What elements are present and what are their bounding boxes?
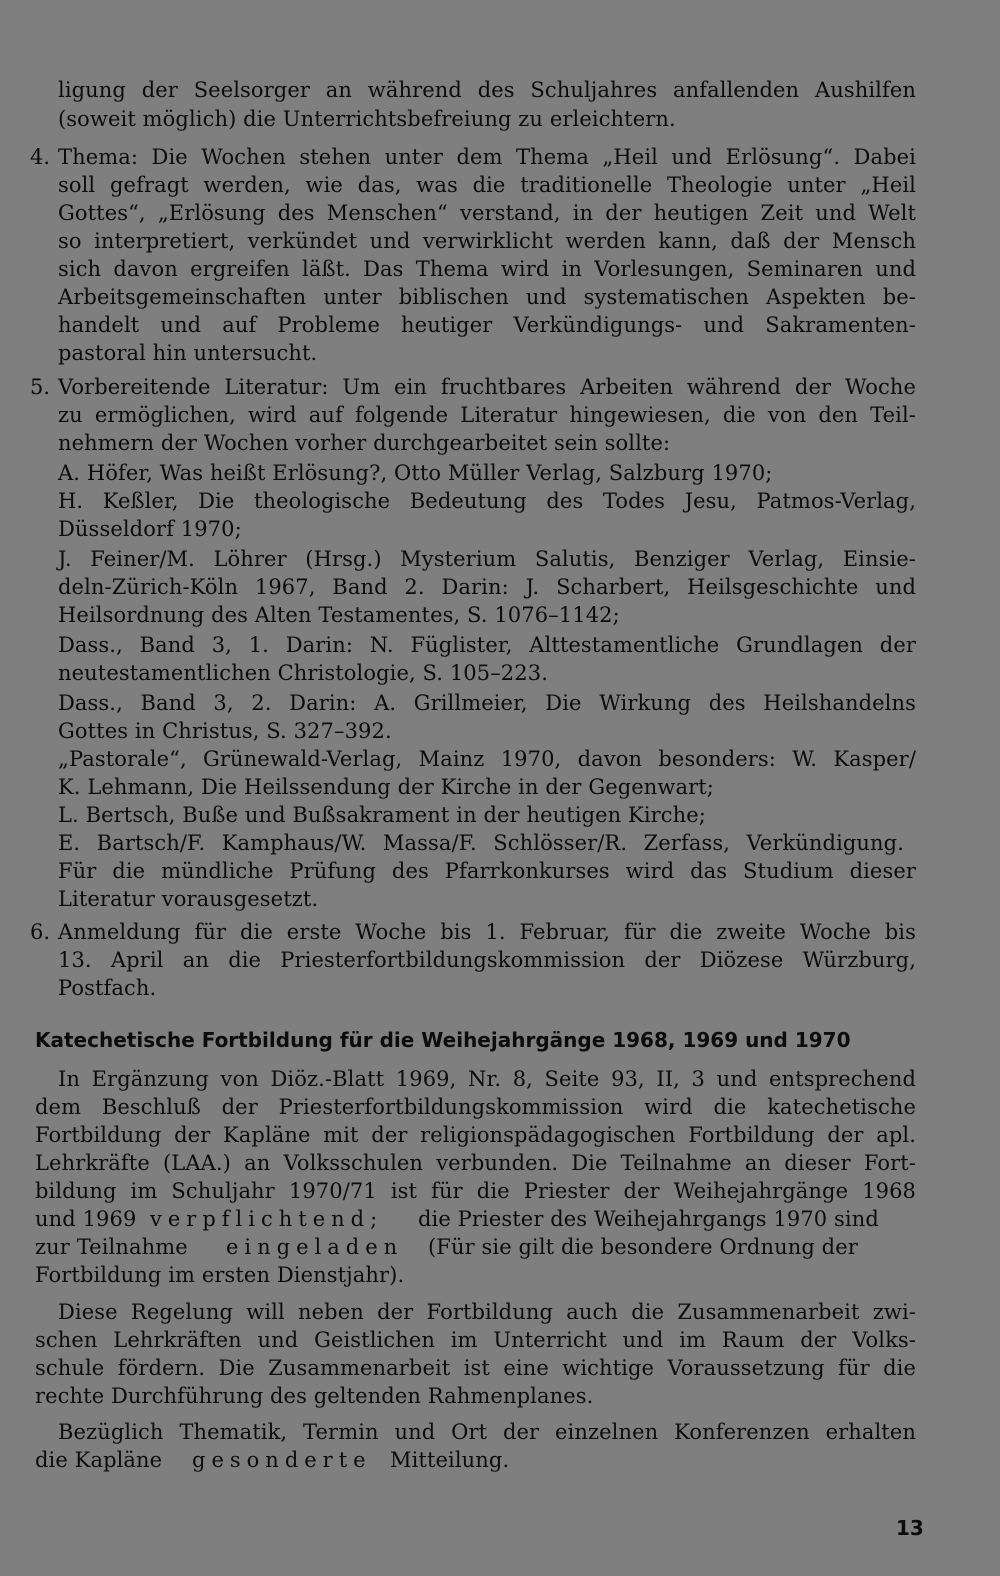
bibliography-entry: deln-Zürich-Köln 1967, Band 2. Darin: J. Scharbert, Heilsgeschichte und (58, 575, 916, 599)
bibliography-entry: Dass., Band 3, 1. Darin: N. Füglister, Alttestamentliche Grundlagen der (58, 633, 916, 657)
text-line: rechte Durchführung des geltenden Rahmenplanes. (35, 1384, 594, 1408)
text-line: schen Lehrkräften und Geistlichen im Unterricht und im Raum der Volks- (35, 1328, 916, 1352)
text-line: Anmeldung für die erste Woche bis 1. Februar, für die zweite Woche bis (58, 920, 916, 944)
bibliography-entry: K. Lehmann, Die Heilssendung der Kirche in der Gegenwart; (58, 775, 714, 799)
bibliography-entry: Düsseldorf 1970; (58, 517, 242, 541)
text-line-part: zur Teilnahme (35, 1235, 188, 1259)
text-line: so interpretiert, verkündet und verwirklicht werden kann, daß der Mensch (58, 229, 916, 253)
text-line: Für die mündliche Prüfung des Pfarrkonkurses wird das Studium dieser (58, 859, 916, 883)
text-line: (soweit möglich) die Unterrichtsbefreiung zu erleichtern. (58, 107, 676, 131)
list-number: 4. (30, 145, 51, 169)
bibliography-entry: L. Bertsch, Buße und Bußsakrament in der heutigen Kirche; (58, 803, 706, 827)
text-line-part: und 1969 (35, 1207, 137, 1231)
bibliography-entry: H. Keßler, Die theologische Bedeutung des Todes Jesu, Patmos-Verlag, (58, 489, 916, 513)
text-line: ligung der Seelsorger an während des Schuljahres anfallenden Aushilfen (58, 78, 916, 102)
text-line: Thema: Die Wochen stehen unter dem Thema „Heil und Erlösung“. Dabei (58, 145, 916, 169)
bibliography-entry: J. Feiner/M. Löhrer (Hrsg.) Mysterium Salutis, Benziger Verlag, Einsie- (58, 547, 916, 571)
text-line: soll gefragt werden, wie das, was die traditionelle Theologie unter „Heil (58, 173, 916, 197)
text-line: nehmern der Wochen vorher durchgearbeitet sein sollte: (58, 431, 671, 455)
text-line: Arbeitsgemeinschaften unter biblischen und systematischen Aspekten be- (58, 285, 916, 309)
bibliography-entry: Dass., Band 3, 2. Darin: A. Grillmeier, Die Wirkung des Heilshandelns (58, 691, 916, 715)
text-line: handelt und auf Probleme heutiger Verkündigungs- und Sakramenten- (58, 313, 916, 337)
text-line: Lehrkräfte (LAA.) an Volksschulen verbunden. Die Teilnahme an dieser Fort- (35, 1151, 916, 1175)
emphasized-word: gesonderte (192, 1448, 372, 1472)
text-line-part: die Priester des Weihejahrgangs 1970 sind (418, 1207, 879, 1231)
text-line: Gottes“, „Erlösung des Menschen“ verstand, in der heutigen Zeit und Welt (58, 201, 916, 225)
bibliography-entry: neutestamentlichen Christologie, S. 105–223. (58, 661, 548, 685)
text-line: Diese Regelung will neben der Fortbildung auch die Zusammenarbeit zwi- (58, 1300, 916, 1324)
section-heading: Katechetische Fortbildung für die Weihejahrgänge 1968, 1969 und 1970 (35, 1028, 851, 1052)
text-line: Vorbereitende Literatur: Um ein fruchtbares Arbeiten während der Woche (58, 375, 916, 399)
text-line: sich davon ergreifen läßt. Das Thema wird in Vorlesungen, Seminaren und (58, 257, 916, 281)
text-line: Literatur vorausgesetzt. (58, 887, 319, 911)
bibliography-entry: E. Bartsch/F. Kamphaus/W. Massa/F. Schlösser/R. Zerfass, Verkündigung. (58, 831, 904, 855)
text-line-part: Mitteilung. (390, 1448, 510, 1472)
text-line: Fortbildung im ersten Dienstjahr). (35, 1263, 405, 1287)
text-line-part: die Kapläne (35, 1448, 163, 1472)
bibliography-entry: Heilsordnung des Alten Testamentes, S. 1076–1142; (58, 603, 620, 627)
text-line: In Ergänzung von Diöz.-Blatt 1969, Nr. 8, Seite 93, II, 3 und entsprechend (58, 1067, 916, 1091)
bibliography-entry: „Pastorale“, Grünewald-Verlag, Mainz 1970, davon besonders: W. Kasper/ (58, 747, 916, 771)
list-number: 6. (30, 920, 51, 944)
text-line: zu ermöglichen, wird auf folgende Literatur hingewiesen, die von den Teil- (58, 403, 916, 427)
text-line: 13. April an die Priesterfortbildungskommission der Diözese Würzburg, (58, 948, 916, 972)
text-line: schule fördern. Die Zusammenarbeit ist eine wichtige Voraussetzung für die (35, 1356, 916, 1380)
text-line: dem Beschluß der Priesterfortbildungskommission wird die katechetische (35, 1095, 916, 1119)
page-number: 13 (896, 1516, 924, 1540)
text-line: Fortbildung der Kapläne mit der religionspädagogischen Fortbildung der apl. (35, 1123, 916, 1147)
text-line: Bezüglich Thematik, Termin und Ort der einzelnen Konferenzen erhalten (58, 1420, 916, 1444)
text-line: bildung im Schuljahr 1970/71 ist für die Priester der Weihejahrgänge 1968 (35, 1179, 916, 1203)
emphasized-word: verpflichtend; (150, 1207, 384, 1231)
list-number: 5. (30, 375, 51, 399)
bibliography-entry: Gottes in Christus, S. 327–392. (58, 719, 392, 743)
text-line-part: (Für sie gilt die besondere Ordnung der (428, 1235, 858, 1259)
text-line: pastoral hin untersucht. (58, 341, 318, 365)
bibliography-entry: A. Höfer, Was heißt Erlösung?, Otto Müller Verlag, Salzburg 1970; (58, 461, 773, 485)
text-line: Postfach. (58, 976, 157, 1000)
emphasized-word: eingeladen (226, 1235, 404, 1259)
